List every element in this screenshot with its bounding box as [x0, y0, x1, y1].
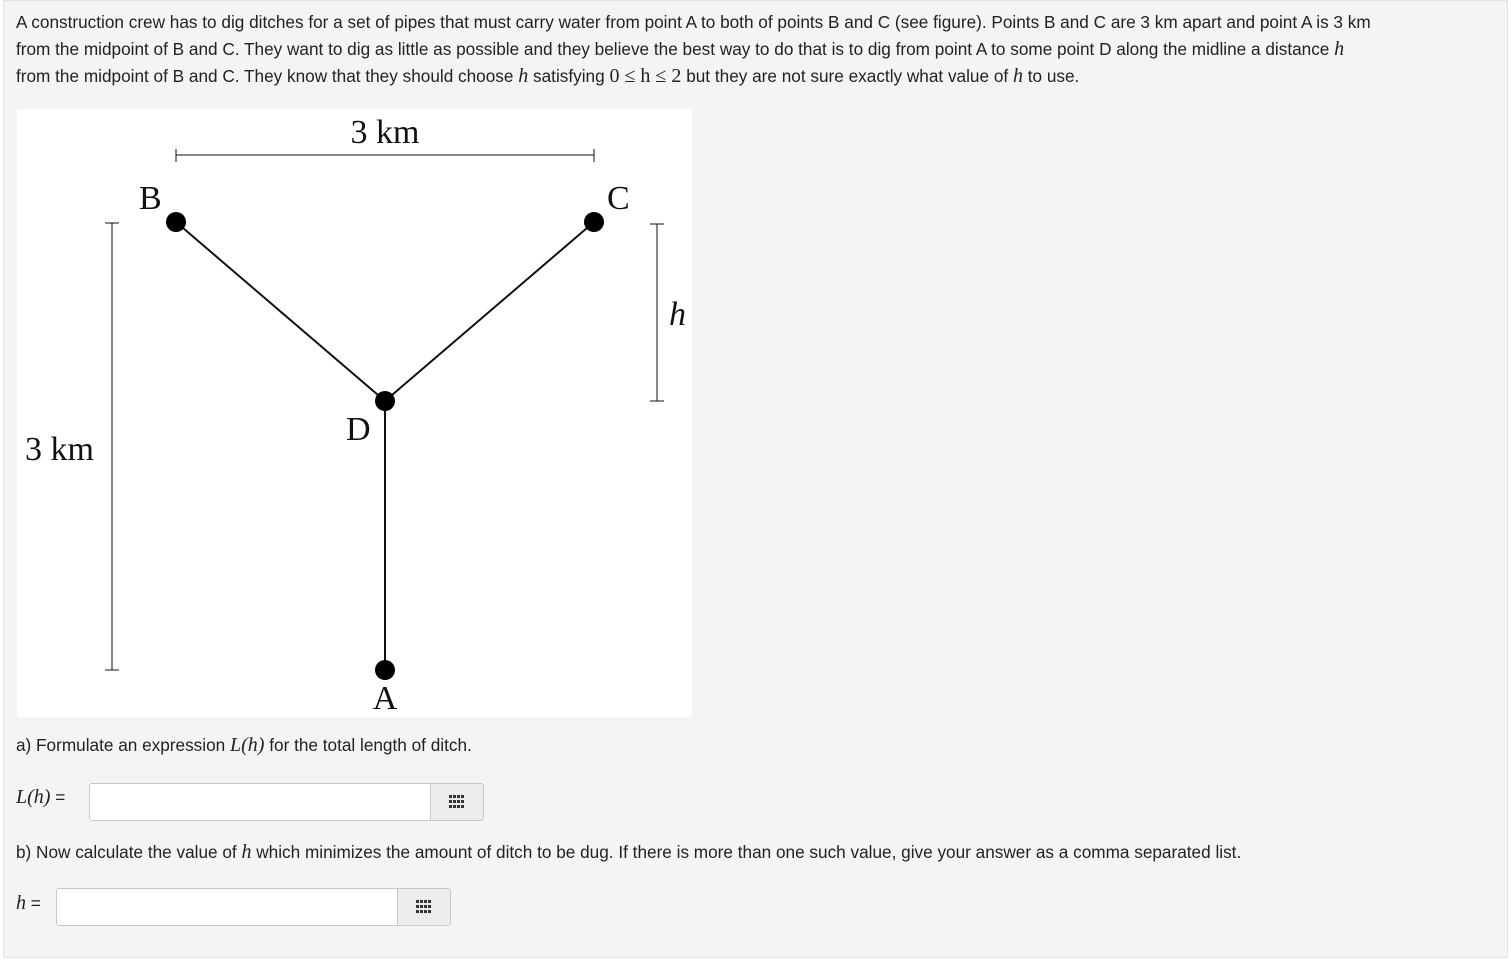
part-a-answer-input[interactable]	[90, 784, 430, 820]
var-h: h	[1012, 65, 1023, 87]
right-dimension-label: h	[669, 296, 686, 333]
problem-line-1: A construction crew has to dig ditches for a set of pipes that must carry water from point A to both of points B and C (see figure). Points B and C are 3 km apart and point A is 3 km	[16, 12, 1371, 32]
part-b-answer-input[interactable]	[57, 889, 397, 925]
part-b-palette-button[interactable]	[397, 889, 450, 925]
var-h: h	[241, 841, 252, 863]
pipe-diagram	[17, 109, 692, 717]
point-d-label: D	[346, 411, 371, 448]
left-dimension-label: 3 km	[25, 431, 94, 468]
point-c-dot	[584, 212, 604, 232]
diagram-svg	[17, 109, 692, 717]
point-d-dot	[375, 391, 395, 411]
part-a-palette-button[interactable]	[430, 784, 483, 820]
part-a-prompt: a) Formulate an expression L(h) for the total length of ditch.	[16, 734, 472, 756]
part-b-prompt: b) Now calculate the value of h which minimizes the amount of ditch to be dug. If there is more than one such value, give your answer as a comma separated list.	[16, 841, 1242, 863]
var-h: h	[1334, 38, 1345, 60]
ditch-b-to-d	[176, 222, 385, 401]
point-a-dot	[375, 660, 395, 680]
grid-icon	[449, 795, 465, 809]
var-h: h	[518, 65, 529, 87]
point-a-label: A	[372, 680, 398, 717]
problem-line-3: from the midpoint of B and C. They know that they should choose h satisfying 0 ≤ h ≤ 2 but they are not sure exactly what value of h to use.	[16, 65, 1080, 87]
problem-line-2: from the midpoint of B and C. They want to dig as little as possible and they believe the best way to do that is to dig from point A to some point D along the midline a distance h	[16, 38, 1345, 60]
part-b-answer-label: h =	[16, 892, 41, 914]
question-panel	[3, 0, 1508, 958]
inequality: 0 ≤ h ≤ 2	[609, 65, 682, 87]
problem-statement	[16, 9, 1508, 90]
part-b-answer-box	[56, 888, 451, 926]
point-c-label: C	[607, 180, 630, 217]
part-a-answer-box	[89, 783, 484, 821]
point-b-label: B	[139, 180, 162, 217]
grid-icon	[416, 900, 432, 914]
top-dimension-label: 3 km	[350, 114, 420, 151]
point-b-dot	[166, 212, 186, 232]
part-a-answer-label: L(h) =	[16, 786, 66, 808]
l-of-h: L(h)	[230, 734, 265, 756]
ditch-c-to-d	[385, 222, 594, 401]
